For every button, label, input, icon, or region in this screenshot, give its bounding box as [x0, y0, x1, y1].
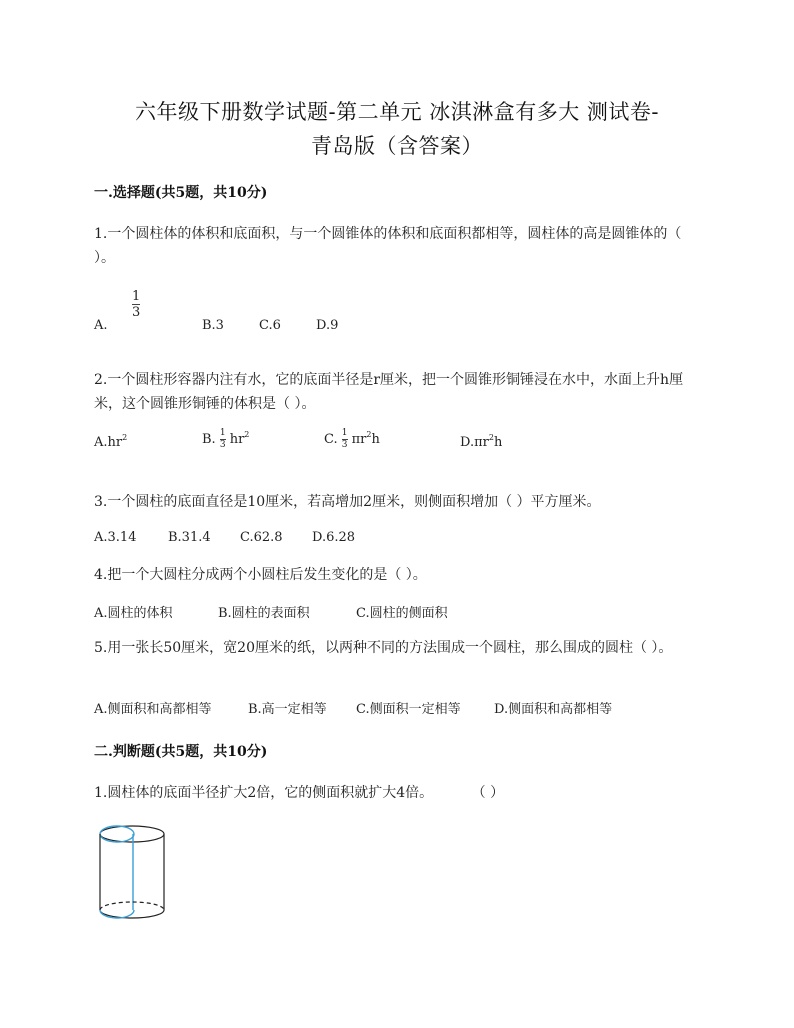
question-5-text: 5.用一张长50厘米，宽20厘米的纸，以两种不同的方法围成一个圆柱，那么围成的圆柱（ ）。	[94, 640, 673, 656]
q3-option-c: C.62.8	[240, 530, 283, 545]
q4-option-a: A.圆柱的体积	[94, 606, 173, 621]
q3-option-b: B.31.4	[168, 530, 211, 545]
q5-option-c: C.侧面积一定相等	[356, 702, 461, 717]
exponent: 2	[122, 433, 128, 442]
q4-option-c: C.圆柱的侧面积	[356, 606, 448, 621]
cylinder-top-highlight	[100, 826, 134, 842]
q1-option-a-label: A.	[94, 318, 108, 333]
q2-option-c-label: C.	[324, 432, 338, 447]
q1-option-b: B.3	[202, 318, 224, 333]
q2-option-c-tail: πr	[347, 432, 367, 447]
q2-option-c	[324, 429, 380, 450]
q2-option-b	[202, 429, 249, 450]
question-1-text: 1.一个圆柱体的体积和底面积，与一个圆锥体的体积和底面积都相等，圆柱体的高是圆锥体的（ ）。	[94, 226, 682, 266]
exponent: 2	[488, 433, 494, 442]
q2-option-b-tail: hr	[225, 432, 245, 447]
fraction-denominator: 3	[132, 305, 141, 320]
question-4-text: 4.把一个大圆柱分成两个小圆柱后发生变化的是（ ）。	[94, 567, 427, 583]
q2-option-d-end: h	[493, 435, 503, 450]
q2-option-a-text: A.hr	[94, 435, 123, 450]
section-heading-judgement: 二.判断题(共5题，共10分)	[94, 744, 268, 760]
cylinder-bottom-back-dashed	[100, 902, 164, 910]
judgement-1-text	[94, 781, 504, 805]
fraction-numerator: 1	[341, 428, 348, 438]
fraction-denominator: 3	[341, 440, 348, 450]
q1-option-d: D.9	[316, 318, 339, 333]
q2-option-d	[460, 433, 502, 450]
answer-blank: （ ）	[471, 785, 505, 801]
q2-option-c-end: h	[371, 432, 380, 447]
fraction-denominator: 3	[219, 440, 226, 450]
q2-option-b-label: B.	[202, 432, 216, 447]
cylinder-figure	[94, 818, 174, 928]
q5-option-a: A.侧面积和高都相等	[94, 702, 212, 717]
cylinder-top-ellipse	[100, 826, 164, 842]
q5-option-b: B.高一定相等	[248, 702, 327, 717]
q2-option-a	[94, 433, 127, 450]
q5-option-d: D.侧面积和高都相等	[494, 702, 613, 717]
q3-option-d: D.6.28	[312, 530, 356, 545]
q4-option-b: B.圆柱的表面积	[218, 606, 310, 621]
question-3-text: 3.一个圆柱的底面直径是10厘米，若高增加2厘米，则侧面积增加（ ）平方厘米。	[94, 494, 601, 510]
page-title-line1: 六年级下册数学试题-第二单元 冰淇淋盒有多大 测试卷-	[134, 100, 660, 124]
fraction-numerator: 1	[132, 289, 141, 304]
exponent: 2	[244, 430, 250, 439]
exponent: 2	[366, 430, 372, 439]
judgement-1-statement: 1.圆柱体的底面半径扩大2倍，它的侧面积就扩大4倍。	[94, 785, 434, 801]
q1-option-a-fraction	[132, 290, 140, 319]
section-heading-choice: 一.选择题(共5题，共10分)	[94, 185, 268, 201]
q3-option-a: A.3.14	[94, 530, 137, 545]
question-2-text: 2.一个圆柱形容器内注有水，它的底面半径是r厘米，把一个圆锥形铜锤浸在水中，水面上升h厘米，这个圆锥形铜锤的体积是（ ）。	[94, 372, 684, 412]
q1-option-c: C.6	[259, 318, 281, 333]
fraction-numerator: 1	[219, 428, 226, 438]
q2-option-d-text: D.πr	[460, 435, 489, 450]
page-title-line2: 青岛版（含答案）	[311, 134, 483, 158]
